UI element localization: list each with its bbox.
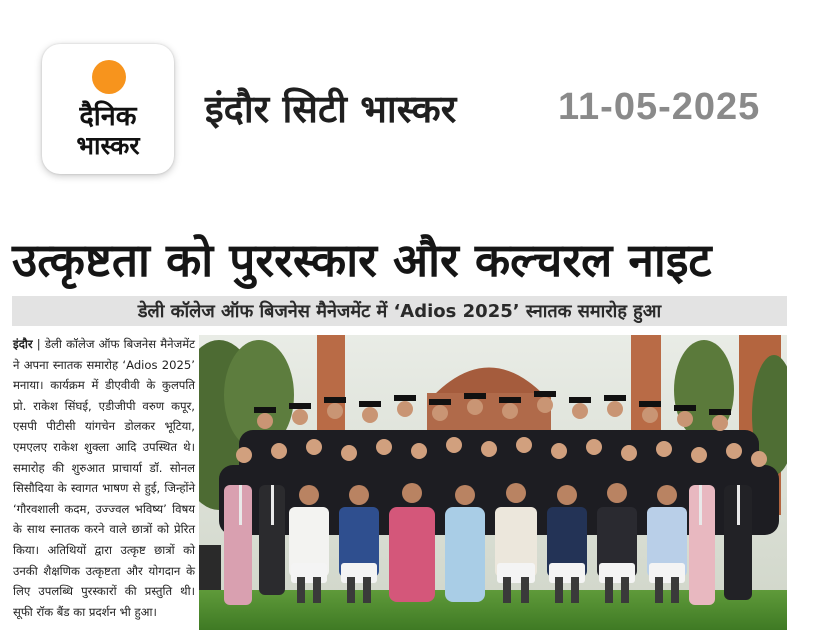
article-headline: उत्कृष्टता को पुररस्कार और कल्चरल नाइट [12, 233, 712, 287]
edition-title: इंदौर सिटी भास्कर [205, 87, 457, 131]
dainik-bhaskar-logo [42, 44, 174, 174]
article-dateline: इंदौर [13, 337, 33, 351]
sun-icon [92, 60, 126, 94]
logo-text-line1: दैनिक [79, 101, 137, 132]
edition-date: 11-05-2025 [558, 86, 761, 128]
article-body [13, 334, 195, 622]
logo-text-line2: भास्कर [76, 131, 140, 160]
subheadline-text: डेली कॉलेज ऑफ बिजनेस मैनेजमेंट में ‘Adios 2025’ स्नातक समारोह हुआ [137, 301, 662, 322]
article-body-text: | डेली कॉलेज ऑफ बिजनेस मैनेजमेंट ने अपना स्नातक समारोह ‘Adios 2025’ मनाया। कार्यक्रम में डीएवीवी के कुलपति प्रो. राकेश सिंघई, एडीजीपी वरुण कपूर, एसपी पीटीसी यांगचेन डोलकर भूटिया, एमएलए राकेश शुक्ला आदि उपस्थित थे। समारोह की शुरुआत प्राचार्या डॉ. सोनल सिसौदिया के स्वागत भाषण से हुई, जिन्होंने ‘गौरवशाली कदम, उज्ज्वल भविष्य’ विषय के साथ स्नातक करने वाले छात्रों को प्रेरित किया। अतिथियों द्वारा उत्कृष्ट छात्रों को उनकी शैक्षणिक उत्कृष्टता और योगदान के लिए उपलब्धि पुरस्कारों की प्रस्तुति थी। सूफी रॉक बैंड का प्रदर्शन भी हुआ। [13, 337, 195, 619]
group-photo [199, 335, 787, 630]
article-subheadline [12, 296, 787, 326]
